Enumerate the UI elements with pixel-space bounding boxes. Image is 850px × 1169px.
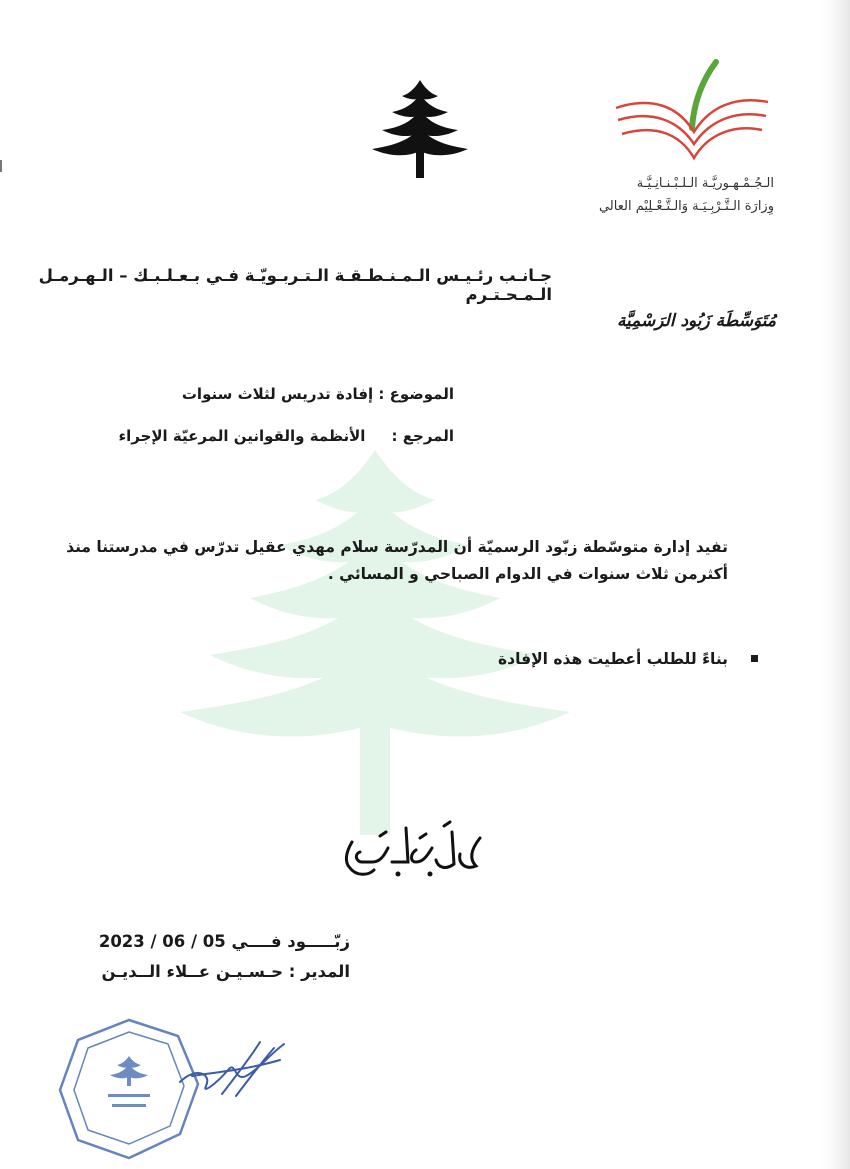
body-paragraph-line: تفيد إدارة متوسّطة زبّود الرسميّة أن المدرّسة سلام مهدي عقيل تدرّس في مدرستنا منذ xyxy=(66,538,728,556)
ministry-book-logo-icon xyxy=(612,58,772,168)
handwritten-signature-icon xyxy=(176,1036,288,1102)
date-line: زبّـــــود فــــي 05 / 06 / 2023 xyxy=(98,932,350,951)
reference-value: الأنظمة والقوانين المرعيّة الإجراء xyxy=(118,427,366,445)
director-name: المدير : حـسـيـن عــلاء الــديـن xyxy=(101,962,350,981)
subject-row xyxy=(182,385,454,403)
bullet-item: بناءً للطلب أعطيت هذه الإفادة xyxy=(498,650,728,668)
cedar-watermark-icon xyxy=(150,440,600,840)
scan-edge-shadow xyxy=(822,0,850,1169)
recipient-line: جـانـب رئـيـس الـمـنـطـقـة الـتـربـويّـة فـي بـعـلـبـك – الـهـرمـل الـمـحـتـرم xyxy=(38,266,552,304)
school-name: مُتَوَسِّطَة زَبُود الرَسْمِيَّة xyxy=(616,311,776,331)
cedar-tree-icon xyxy=(368,78,472,182)
ministry-name-line2: وِزارَة الـتَّـرْبِـيَـة وَالـتَّـعْـلِيْم العالي xyxy=(598,199,774,214)
subject-value: إفادة تدريس لثلاث سنوات xyxy=(181,385,374,403)
reference-label: المرجع : xyxy=(391,427,454,445)
bullet-square-icon xyxy=(751,655,758,662)
subject-label: الموضوع : xyxy=(378,385,454,403)
scan-mark xyxy=(0,160,2,172)
closing-calligraphy-icon xyxy=(340,818,490,888)
body-paragraph-line: أكثرمن ثلاث سنوات في الدوام الصباحي و المسائي . xyxy=(327,565,728,583)
reference-row xyxy=(118,427,454,445)
ministry-name-line1: الـجُـمْـهـوريَّـة الـلـبْـنـانِـيَّـة xyxy=(636,176,774,191)
